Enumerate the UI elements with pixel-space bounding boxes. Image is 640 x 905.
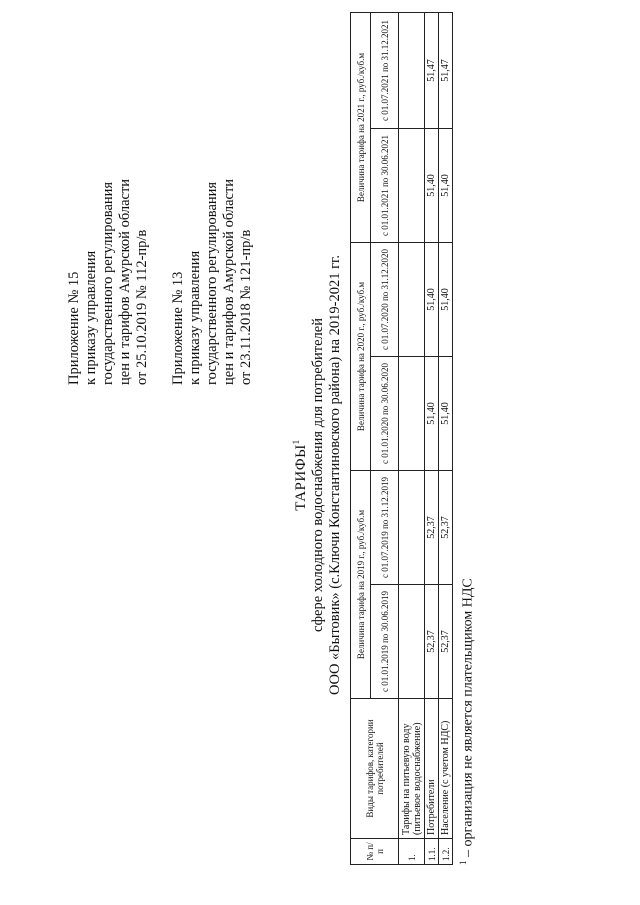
empty-cell (399, 585, 425, 699)
annex-15-line: к приказу управления (83, 250, 99, 385)
section-no: 1. (399, 839, 425, 865)
annex-13-line: от 23.11.2018 № 121-пр/в (238, 229, 254, 385)
tariff-value: 52,37 (439, 471, 453, 585)
tariff-value: 51,40 (425, 129, 439, 243)
col-header-no: № п/п (351, 839, 399, 865)
tariff-value: 51,40 (439, 243, 453, 357)
annex-13-line: государственного регулирования (204, 181, 220, 385)
col-header-name: Виды тарифов, категории потребителей (351, 699, 399, 839)
period-header: с 01.01.2019 по 30.06.2019 (371, 585, 399, 699)
tariff-value: 51,40 (439, 129, 453, 243)
footnote-text: – организация не является плательщиком НДС (460, 578, 476, 861)
title-main-text: ТАРИФЫ (293, 444, 309, 511)
row-no: 1.2. (439, 839, 453, 865)
tariff-value: 51,40 (425, 243, 439, 357)
tariff-value: 51,47 (439, 13, 453, 129)
tariff-value: 52,37 (439, 585, 453, 699)
table-row (439, 13, 453, 865)
row-name: Потребители (425, 699, 439, 839)
tariff-value: 52,37 (425, 585, 439, 699)
annex-15-line: государственного регулирования (100, 181, 116, 385)
annex-13-line: цен и тарифов Амурской области (221, 178, 237, 385)
annex-15-line: от 25.10.2019 № 112-пр/в (134, 229, 150, 385)
tariff-value: 51,40 (439, 357, 453, 471)
title-line-2: сфере холодного водоснабжения для потребителей (310, 318, 326, 632)
table-section-row (399, 13, 425, 865)
period-header: с 01.07.2020 по 31.12.2020 (371, 243, 399, 357)
col-group-2021: Величина тарифа на 2021 г., руб./куб.м (351, 13, 371, 243)
tariff-value: 51,40 (425, 357, 439, 471)
title-footnote-mark: 1 (291, 439, 301, 445)
col-group-2020: Величина тарифа на 2020 г., руб./куб.м (351, 243, 371, 471)
section-name: Тарифы на питьевую воду (питьевое водоснабжение) (399, 699, 425, 839)
annex-15-line: Приложение № 15 (66, 271, 82, 385)
period-header: с 01.01.2021 по 30.06.2021 (371, 129, 399, 243)
col-group-2019: Величина тарифа на 2019 г., руб./куб.м (351, 471, 371, 699)
tariff-value: 51,47 (425, 13, 439, 129)
tariff-value: 52,37 (425, 471, 439, 585)
title-line-3: ООО «Бытовик» (с.Ключи Константиновского района) на 2019-2021 гг. (327, 255, 343, 695)
row-no: 1.1. (425, 839, 439, 865)
empty-cell (399, 357, 425, 471)
annex-13-line: к приказу управления (187, 250, 203, 385)
annex-13-line: Приложение № 13 (170, 271, 186, 385)
document-title (288, 195, 344, 755)
empty-cell (399, 129, 425, 243)
empty-cell (399, 13, 425, 129)
period-header: с 01.07.2021 по 31.12.2021 (371, 13, 399, 129)
footnote (455, 265, 477, 865)
empty-cell (399, 471, 425, 585)
annex-15-header (66, 5, 151, 385)
period-header: с 01.07.2019 по 31.12.2019 (371, 471, 399, 585)
table-row (425, 13, 439, 865)
row-name: Население (с учетом НДС) (439, 699, 453, 839)
annex-15-line: цен и тарифов Амурской области (117, 178, 133, 385)
table-header-row (351, 13, 371, 865)
title-main (288, 195, 310, 755)
empty-cell (399, 243, 425, 357)
period-header: с 01.01.2020 по 30.06.2020 (371, 357, 399, 471)
footnote-mark: 1 (458, 860, 468, 865)
tariff-table (350, 12, 453, 865)
annex-13-header (170, 5, 255, 385)
